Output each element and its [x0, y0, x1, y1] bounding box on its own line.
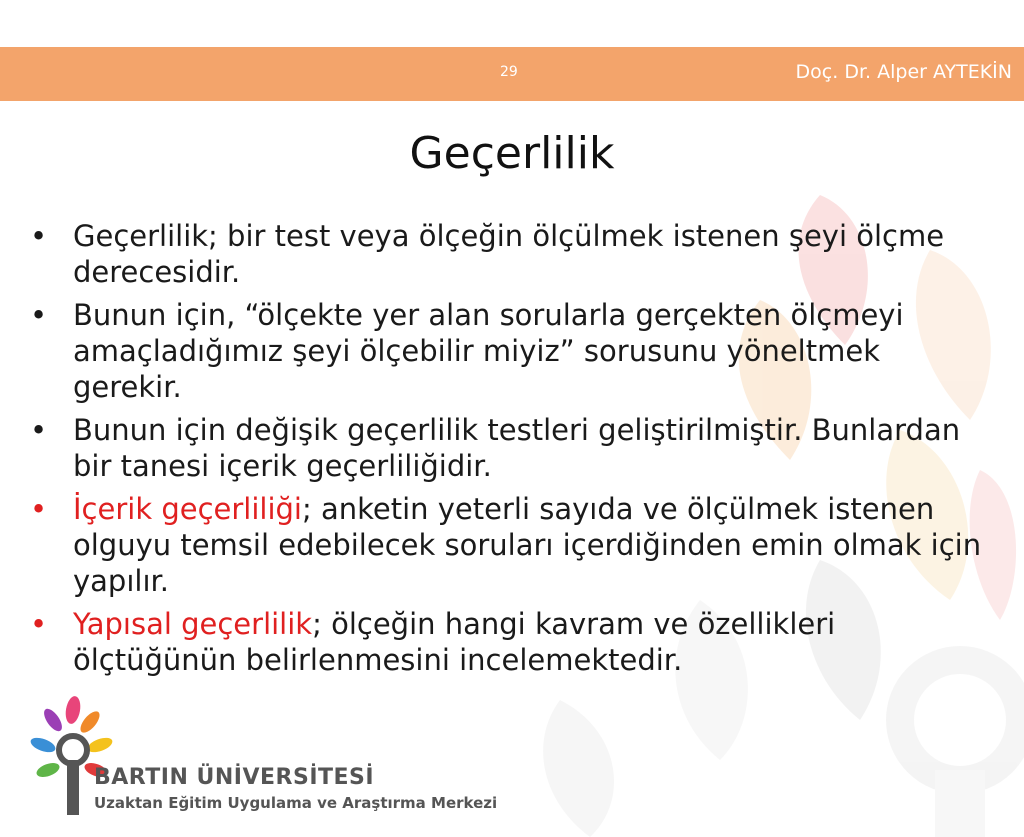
bullet-list	[30, 218, 995, 685]
bullet-term: İçerik geçerliliği	[73, 492, 302, 526]
slide-number: 29	[500, 64, 518, 80]
bullet-item	[30, 491, 995, 599]
bullet-dot-icon: •	[30, 492, 48, 526]
bullet-dot-icon: •	[30, 413, 48, 447]
slide-title: Geçerlilik	[409, 128, 615, 179]
bullet-dot-icon: •	[30, 219, 48, 253]
university-name: BARTIN ÜNİVERSİTESİ	[94, 765, 375, 790]
author-name: Doç. Dr. Alper AYTEKİN	[795, 61, 1012, 83]
bullet-dot-icon: •	[30, 298, 48, 332]
bullet-text: Bunun için, “ölçekte yer alan sorularla gerçekten ölçmeyi amaçladığımız şeyi ölçebilir miyiz” sorusunu yöneltmek gerekir.	[73, 298, 904, 404]
bullet-text: Geçerlilik; bir test veya ölçeğin ölçülmek istenen şeyi ölçme derecesidir.	[73, 219, 945, 289]
bullet-text: ; anketin yeterli sayıda ve ölçülmek istenen olguyu temsil edebilecek soruları içerdiğinden emin olmak için yapılır.	[73, 492, 982, 598]
bullet-item	[30, 297, 995, 405]
bullet-text: Bunun için değişik geçerlilik testleri geliştirilmiştir. Bunlardan bir tanesi içerik geçerliliğidir.	[73, 413, 961, 483]
bullet-term: Yapısal geçerlilik	[73, 607, 313, 641]
bullet-item	[30, 218, 995, 290]
bullet-item	[30, 412, 995, 484]
bullet-item	[30, 606, 995, 678]
bullet-text: ; ölçeğin hangi kavram ve özellikleri ölçtüğünün belirlenmesini incelemektedir.	[73, 607, 836, 677]
bullet-dot-icon: •	[30, 607, 48, 641]
center-name: Uzaktan Eğitim Uygulama ve Araştırma Merkezi	[94, 794, 498, 812]
